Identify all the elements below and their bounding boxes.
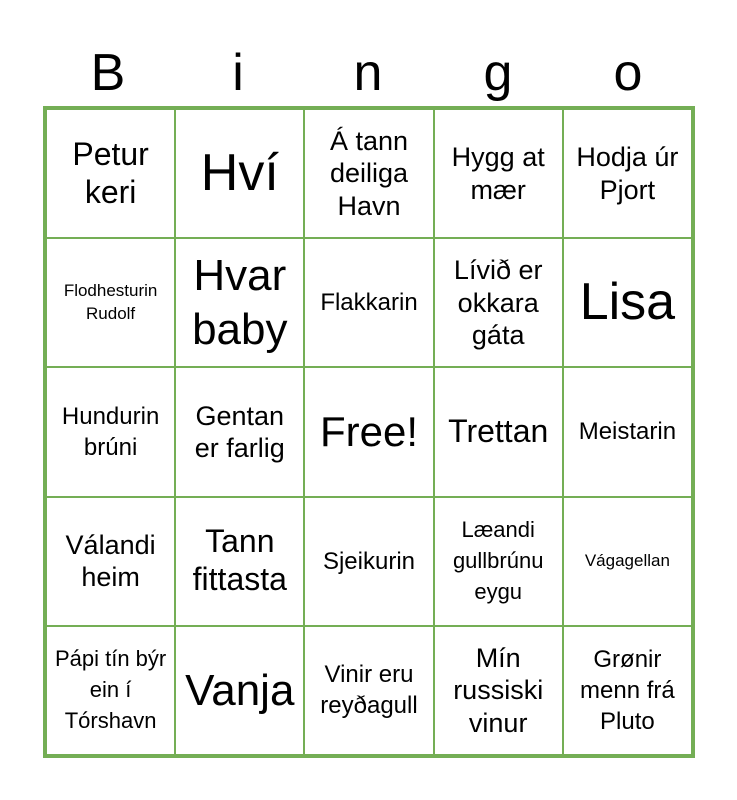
- bingo-cell[interactable]: Lisa: [563, 238, 692, 367]
- bingo-cell[interactable]: Tann fittasta: [175, 497, 304, 626]
- header-letter-n: n: [353, 44, 383, 102]
- bingo-cell[interactable]: Vinir eru reyðagull: [304, 626, 433, 755]
- bingo-cell[interactable]: Sjeikurin: [304, 497, 433, 626]
- bingo-cell[interactable]: Gentan er farlig: [175, 367, 304, 496]
- bingo-cell[interactable]: Á tann deiliga Havn: [304, 109, 433, 238]
- bingo-cell[interactable]: Vanja: [175, 626, 304, 755]
- bingo-cell[interactable]: Petur keri: [46, 109, 175, 238]
- bingo-cell[interactable]: Meistarin: [563, 367, 692, 496]
- header-letter-o: o: [613, 44, 643, 102]
- bingo-cell[interactable]: Grønir menn frá Pluto: [563, 626, 692, 755]
- bingo-cell[interactable]: Vágagellan: [563, 497, 692, 626]
- header-letter-b: B: [90, 44, 126, 102]
- bingo-board: [43, 106, 695, 758]
- bingo-header: [43, 42, 693, 104]
- bingo-cell[interactable]: Lívið er okkara gáta: [434, 238, 563, 367]
- bingo-cell[interactable]: Hodja úr Pjort: [563, 109, 692, 238]
- bingo-cell[interactable]: Hví: [175, 109, 304, 238]
- bingo-cell[interactable]: Pápi tín býr ein í Tórshavn: [46, 626, 175, 755]
- bingo-cell[interactable]: Hundurin brúni: [46, 367, 175, 496]
- bingo-cell[interactable]: Mín russiski vinur: [434, 626, 563, 755]
- header-letter-i: i: [232, 44, 244, 102]
- bingo-cell[interactable]: Válandi heim: [46, 497, 175, 626]
- bingo-cell[interactable]: Flodhesturin Rudolf: [46, 238, 175, 367]
- free-cell[interactable]: Free!: [304, 367, 433, 496]
- bingo-cell[interactable]: Flakkarin: [304, 238, 433, 367]
- bingo-cell[interactable]: Hygg at mær: [434, 109, 563, 238]
- bingo-cell[interactable]: Læandi gullbrúnu eygu: [434, 497, 563, 626]
- bingo-cell[interactable]: Hvar baby: [175, 238, 304, 367]
- header-letter-g: g: [483, 44, 513, 102]
- bingo-cell[interactable]: Trettan: [434, 367, 563, 496]
